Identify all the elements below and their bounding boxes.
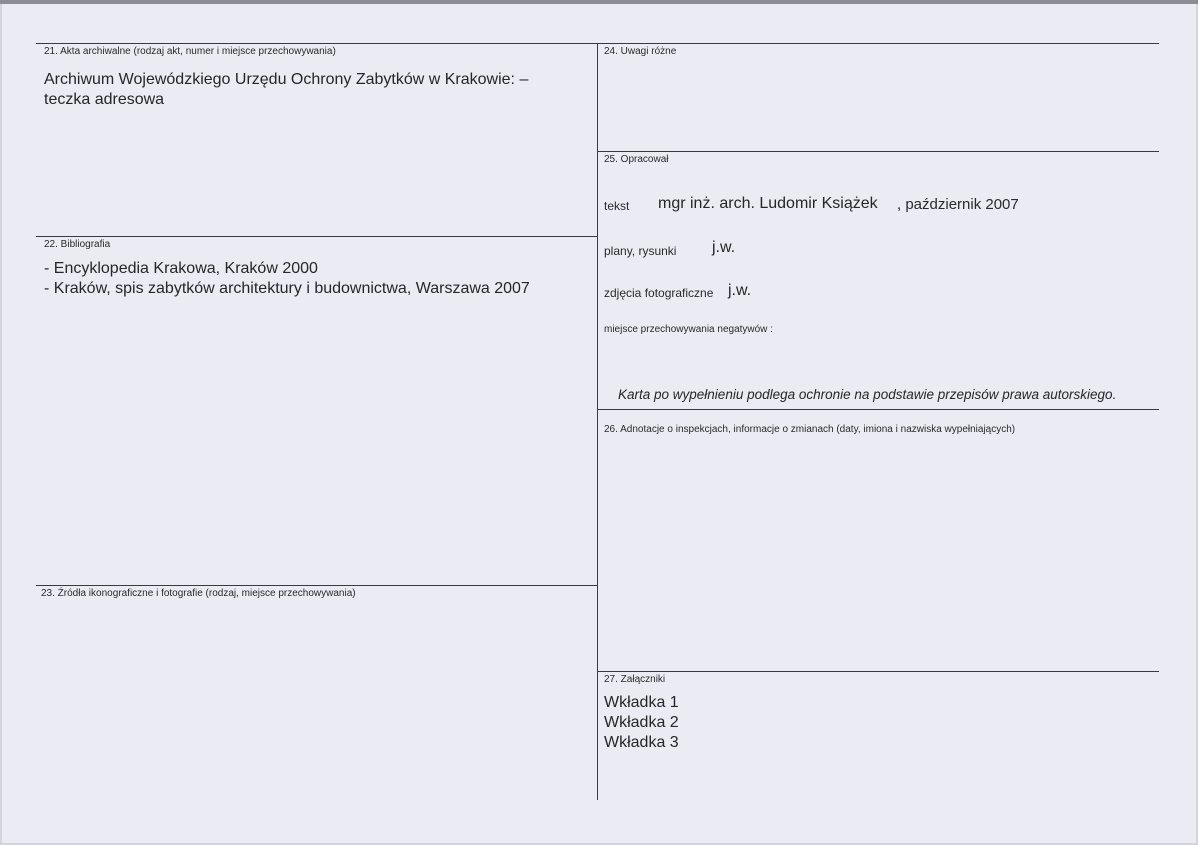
divider-26 xyxy=(597,409,1159,410)
divider-23 xyxy=(36,585,597,586)
scan-edge xyxy=(0,0,1198,4)
zdjecia-label: zdjęcia fotograficzne xyxy=(604,286,714,300)
plany-label: plany, rysunki xyxy=(604,244,677,258)
section-25-label: 25. Opracował xyxy=(604,154,669,165)
divider-top-right xyxy=(597,43,1159,44)
divider-25 xyxy=(597,151,1159,152)
attachment-item-1: Wkładka 1 xyxy=(604,694,679,711)
copyright-notice: Karta po wypełnieniu podlega ochronie na podstawie przepisów prawa autorskiego. xyxy=(618,387,1117,402)
tekst-label: tekst xyxy=(604,199,630,213)
section-22-label: 22. Bibliografia xyxy=(44,239,111,250)
section-21-label: 21. Akta archiwalne (rodzaj akt, numer i miejsce przechowywania) xyxy=(44,46,336,57)
attachment-item-3: Wkładka 3 xyxy=(604,734,679,751)
divider-27 xyxy=(597,671,1159,672)
section-24-label: 24. Uwagi różne xyxy=(604,46,677,57)
section-26-label: 26. Adnotacje o inspekcjach, informacje o zmianach (daty, imiona i nazwiska wypełniających) xyxy=(604,424,1016,435)
tekst-author: mgr inż. arch. Ludomir Książek xyxy=(658,195,878,212)
attachment-item-2: Wkładka 2 xyxy=(604,714,679,731)
divider-vertical xyxy=(597,43,598,800)
zdjecia-value: j.w. xyxy=(728,282,752,299)
section-22-line-1: - Encyklopedia Krakowa, Kraków 2000 xyxy=(44,260,318,277)
plany-value: j.w. xyxy=(712,239,736,256)
divider-22 xyxy=(36,236,597,237)
divider-top-left xyxy=(36,43,597,44)
section-27-label: 27. Załączniki xyxy=(604,674,666,685)
section-22-line-2: - Kraków, spis zabytków architektury i budownictwa, Warszawa 2007 xyxy=(44,280,530,297)
section-21-content xyxy=(44,70,528,110)
negatywy-label: miejsce przechowywania negatywów : xyxy=(604,324,773,335)
section-22-content xyxy=(44,259,530,299)
section-23-label: 23. Źródła ikonograficzne i fotografie (rodzaj, miejsce przechowywania) xyxy=(41,588,356,599)
section-27-items xyxy=(604,693,679,753)
section-21-line-2: teczka adresowa xyxy=(44,91,165,108)
tekst-date: , październik 2007 xyxy=(897,196,1019,213)
section-21-line-1: Archiwum Wojewódzkiego Urzędu Ochrony Zabytków w Krakowie: – xyxy=(44,71,529,88)
